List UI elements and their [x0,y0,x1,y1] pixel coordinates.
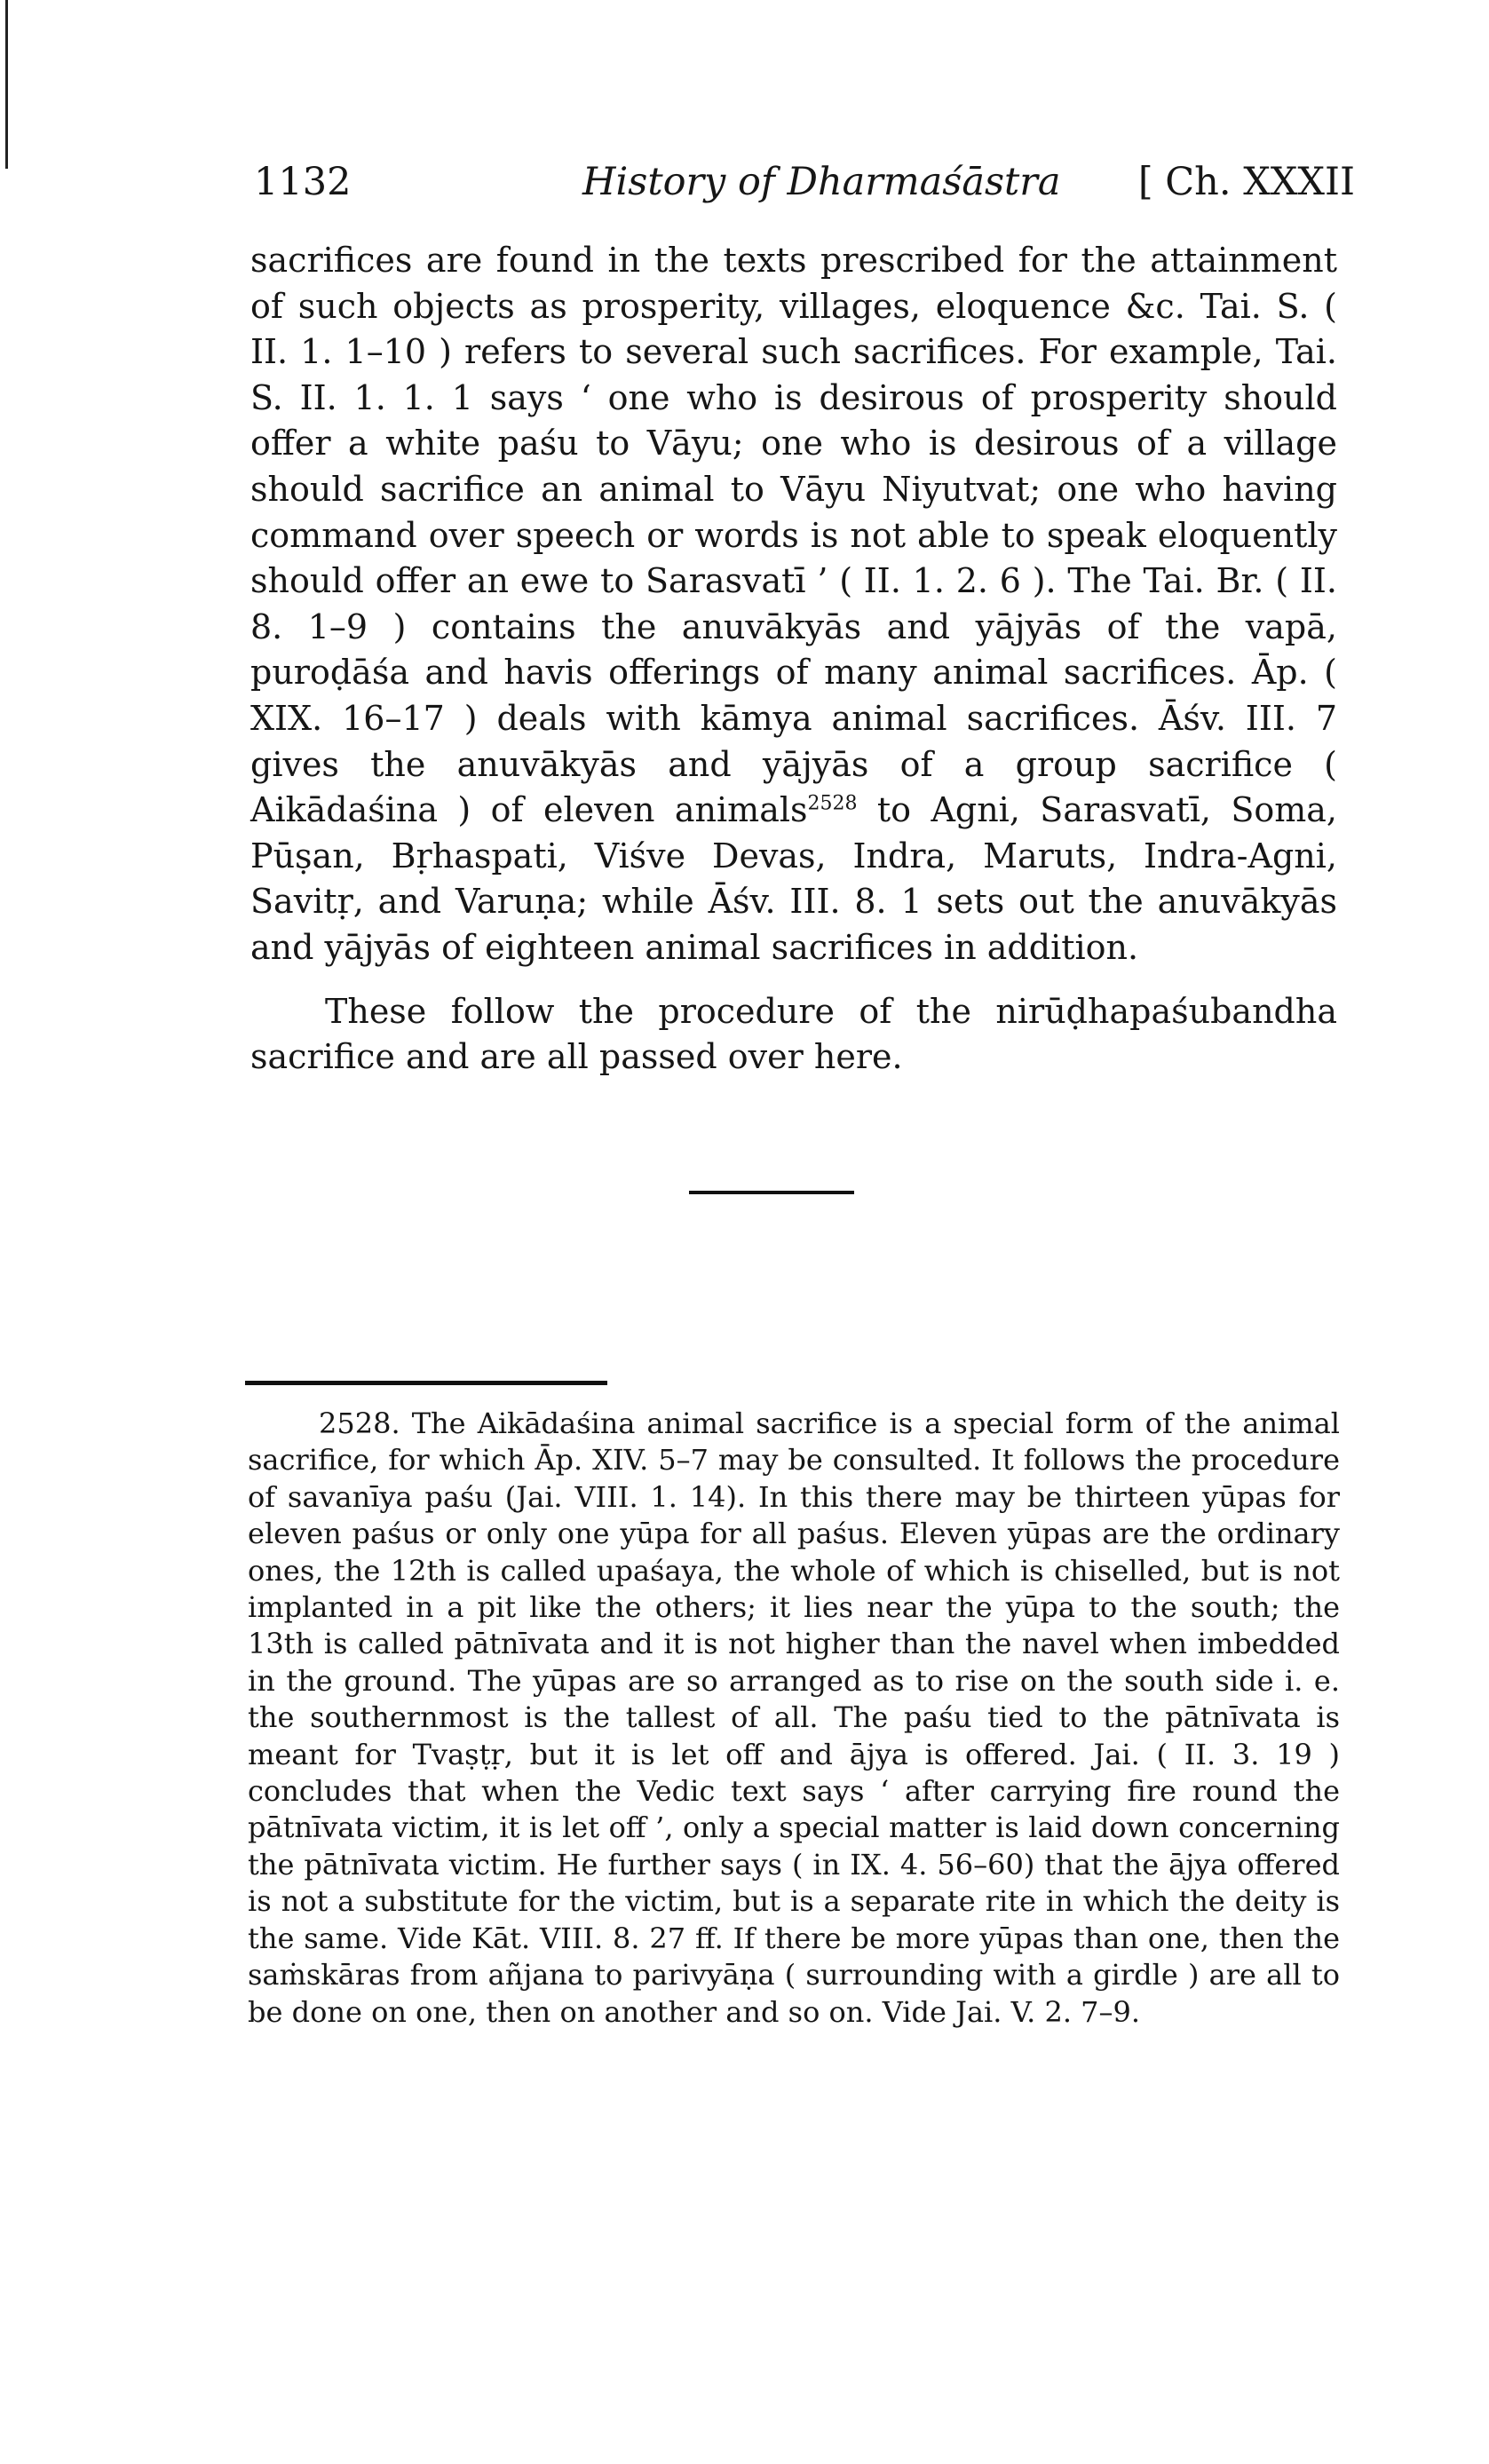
paragraph-1 [250,238,1337,971]
main-text [250,238,1337,1081]
footnote-divider [245,1381,607,1385]
page-header [245,153,1355,215]
section-divider [689,1191,854,1194]
page-number: 1132 [254,160,352,204]
paragraph-1-text: sacrifices are found in the texts prescribed for the attainment of such objects as prosperity, villages, eloquence &c. Tai. S. ( II. 1. 1–10 ) refers to several such sacrifices. For example, Tai. S. II. 1. 1. 1 says ‘ one who is desirous of prosperity should offer a white paśu to Vāyu; one who is desirous of a village should sacrifice an animal to Vāyu Niyutvat; one who having command over speech or words is not able to speak eloquently should offer an ewe to Sarasvatī ’ ( II. 1. 2. 6 ). The Tai. Br. ( II. 8. 1–9 ) contains the anuvākyās and yājyās of the vapā, puroḍāśa and havis offerings of many animal sacrifices. Āp. ( XIX. 16–17 ) deals with kāmya animal sacrifices. Āśv. III. 7 gives the anuvākyās and yājyās of a group sacrifice ( Aikādaśina ) of eleven animals [250,241,1337,830]
footnote-2528: 2528. The Aikādaśina animal sacrifice is a special form of the animal sacrifice, for which Āp. XIV. 5–7 may be consulted. It follows the procedure of savanīya paśu (Jai. VIII. 1. 14). In this there may be thirteen yūpas for eleven paśus or only one yūpa for all paśus. Eleven yūpas are the ordinary ones, the 12th is called upaśaya, the whole of which is chiselled, but is not implanted in a pit like the others; it lies near the yūpa to the south; the 13th is called pātnīvata and it is not higher than the navel when imbedded in the ground. The yūpas are so arranged as to rise on the south side i. e. the southernmost is the tallest of all. The paśu tied to the pātnīvata is meant for Tvaṣṭṛ, but it is let off and ājya is offered. Jai. ( II. 3. 19 ) concludes that when the Vedic text says ‘ after carrying fire round the pātnīvata victim, it is let off ’, only a special matter is laid down concerning the pātnīvata victim. He further says ( in IX. 4. 56–60) that the ājya offered is not a substitute for the victim, but is a separate rite in which the deity is the same. Vide Kāt. VIII. 8. 27 ff. If there be more yūpas than one, then the saṁskāras from añjana to parivyāṇa ( surrounding with a girdle ) are all to be done on one, then on another and so on. Vide Jai. V. 2. 7–9. [248,1406,1340,2029]
paragraph-1-continued: to Agni, Sarasvatī, Soma, Pūṣan, Bṛhaspati, Viśve Devas, Indra, Maruts, Indra-Agni, Savitṛ, and Varuṇa; while Āśv. III. 8. 1 sets out the anuvākyās and yājyās of eighteen animal sacrifices in addition. [250,790,1337,967]
scan-margin-line [5,0,8,169]
paragraph-2: These follow the procedure of the nirūḍhapaśubandha sacrifice and are all passed over here. [250,991,1337,1077]
footnote-marker: 2528 [807,792,858,815]
running-title: History of Dharmaśāstra [582,160,1061,204]
chapter-label: [ Ch. XXXII [1137,160,1355,204]
